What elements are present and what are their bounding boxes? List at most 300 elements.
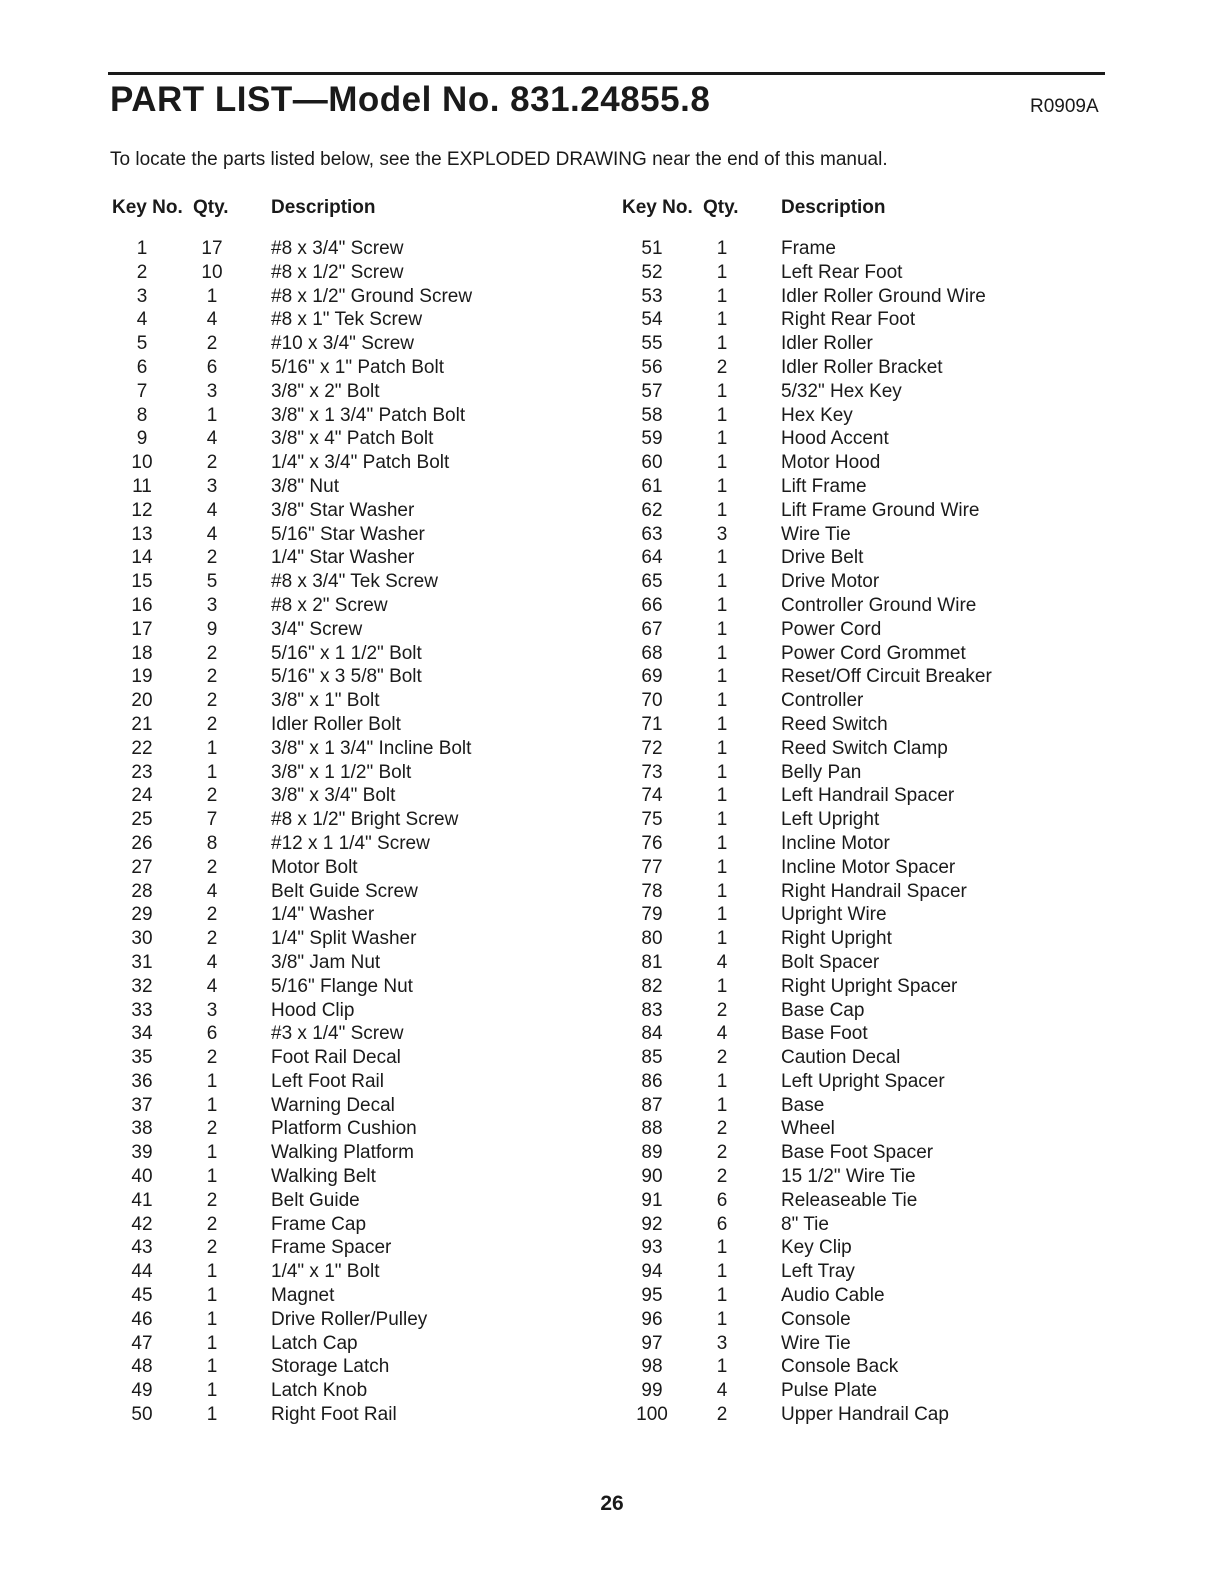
part-key-no: 57 (641, 380, 663, 402)
part-description: Right Handrail Spacer (781, 880, 967, 902)
part-row (110, 308, 580, 332)
part-row (620, 1165, 1090, 1189)
part-row (620, 570, 1090, 594)
part-row (110, 356, 580, 380)
part-key-no: 62 (641, 499, 663, 521)
part-row (110, 689, 580, 713)
part-qty: 1 (716, 642, 728, 664)
part-qty: 2 (206, 666, 218, 688)
header-description: Description (781, 197, 886, 218)
part-qty: 2 (206, 1237, 218, 1259)
part-row (620, 903, 1090, 927)
part-qty: 1 (206, 1356, 218, 1378)
part-key-no: 53 (641, 285, 663, 307)
part-qty: 2 (206, 452, 218, 474)
part-description: Console (781, 1308, 851, 1330)
part-description: Wire Tie (781, 523, 851, 545)
header-key-no: Key No. (112, 197, 183, 218)
part-row (110, 1379, 580, 1403)
part-key-no: 69 (641, 666, 663, 688)
part-row (110, 546, 580, 570)
part-description: Upper Handrail Cap (781, 1404, 949, 1426)
part-qty: 6 (716, 1189, 728, 1211)
part-qty: 1 (716, 713, 728, 735)
part-row (110, 1213, 580, 1237)
part-description: Frame Cap (271, 1213, 367, 1235)
part-key-no: 37 (131, 1094, 153, 1116)
part-key-no: 6 (136, 356, 148, 378)
part-key-no: 35 (131, 1047, 153, 1069)
part-description: Wheel (781, 1118, 835, 1140)
part-description: #3 x 1/4" Screw (271, 1023, 404, 1045)
part-row (110, 332, 580, 356)
part-key-no: 27 (131, 856, 153, 878)
part-key-no: 25 (131, 809, 153, 831)
part-key-no: 50 (131, 1404, 153, 1426)
part-row (110, 237, 580, 261)
part-qty: 2 (206, 856, 218, 878)
part-qty: 1 (716, 261, 728, 283)
part-key-no: 48 (131, 1356, 153, 1378)
part-key-no: 56 (641, 356, 663, 378)
part-qty: 1 (206, 1166, 218, 1188)
part-row (620, 951, 1090, 975)
part-description: Drive Roller/Pulley (271, 1308, 428, 1330)
part-qty: 1 (716, 571, 728, 593)
part-qty: 1 (716, 690, 728, 712)
part-key-no: 9 (136, 428, 148, 450)
part-qty: 1 (206, 1142, 218, 1164)
part-key-no: 10 (131, 452, 153, 474)
part-row (620, 618, 1090, 642)
part-row (620, 380, 1090, 404)
part-description: #8 x 3/4" Screw (271, 238, 404, 259)
part-qty: 2 (206, 1047, 218, 1069)
part-row (620, 1355, 1090, 1379)
part-description: Base Foot (781, 1023, 868, 1045)
part-row (620, 1046, 1090, 1070)
part-description: Upright Wire (781, 904, 887, 926)
part-qty: 1 (716, 238, 728, 259)
part-key-no: 49 (131, 1380, 153, 1402)
part-row (620, 1260, 1090, 1284)
part-key-no: 8 (136, 404, 148, 426)
part-row (110, 570, 580, 594)
part-key-no: 32 (131, 975, 153, 997)
part-row (620, 427, 1090, 451)
part-description: 3/8" x 4" Patch Bolt (271, 428, 434, 450)
part-description: 3/8" x 2" Bolt (271, 380, 380, 402)
part-row (620, 523, 1090, 547)
part-key-no: 82 (641, 975, 663, 997)
part-row (110, 832, 580, 856)
part-row (110, 1260, 580, 1284)
part-description: Idler Roller Bolt (271, 713, 401, 735)
part-qty: 1 (206, 737, 218, 759)
part-description: Reset/Off Circuit Breaker (781, 666, 992, 688)
part-row (620, 546, 1090, 570)
part-key-no: 47 (131, 1332, 153, 1354)
part-key-no: 89 (641, 1142, 663, 1164)
part-description: #8 x 1/2" Screw (271, 261, 404, 283)
part-description: Left Upright Spacer (781, 1070, 945, 1092)
part-row (110, 1189, 580, 1213)
part-qty: 7 (206, 809, 218, 831)
part-row (620, 356, 1090, 380)
part-key-no: 91 (641, 1189, 663, 1211)
part-description: Incline Motor (781, 832, 890, 854)
column-header (620, 197, 1090, 237)
part-description: Right Upright (781, 928, 892, 950)
part-key-no: 71 (641, 713, 663, 735)
part-qty: 3 (206, 594, 218, 616)
part-row (110, 475, 580, 499)
part-row (110, 1070, 580, 1094)
part-description: Power Cord (781, 618, 882, 640)
part-qty: 2 (206, 904, 218, 926)
part-qty: 1 (206, 1285, 218, 1307)
part-row (110, 451, 580, 475)
part-key-no: 100 (636, 1404, 668, 1426)
part-qty: 1 (716, 832, 728, 854)
part-key-no: 94 (641, 1261, 663, 1283)
part-row (110, 618, 580, 642)
part-qty: 1 (716, 1308, 728, 1330)
part-qty: 4 (716, 951, 728, 973)
part-row (620, 689, 1090, 713)
part-qty: 1 (716, 618, 728, 640)
part-qty: 10 (201, 261, 223, 283)
part-description: Right Foot Rail (271, 1404, 397, 1426)
part-qty: 1 (716, 1094, 728, 1116)
part-qty: 6 (206, 1023, 218, 1045)
part-key-no: 67 (641, 618, 663, 640)
part-qty: 1 (716, 1261, 728, 1283)
part-qty: 2 (716, 999, 728, 1021)
part-qty: 2 (206, 333, 218, 355)
part-qty: 1 (206, 1094, 218, 1116)
part-qty: 1 (716, 856, 728, 878)
part-description: Left Handrail Spacer (781, 785, 955, 807)
part-description: 3/8" x 1 3/4" Incline Bolt (271, 737, 472, 759)
part-qty: 1 (206, 285, 218, 307)
part-description: Walking Belt (271, 1166, 376, 1188)
part-description: Right Upright Spacer (781, 975, 958, 997)
part-row (620, 332, 1090, 356)
part-row (620, 856, 1090, 880)
part-row (110, 594, 580, 618)
part-description: Latch Knob (271, 1380, 368, 1402)
part-row (620, 1403, 1090, 1427)
part-qty: 4 (206, 309, 218, 331)
part-qty: 1 (716, 309, 728, 331)
part-description: 3/8" Nut (271, 475, 340, 497)
part-description: 5/16" x 3 5/8" Bolt (271, 666, 422, 688)
part-qty: 6 (206, 356, 218, 378)
part-description: 1/4" x 3/4" Patch Bolt (271, 452, 450, 474)
part-description: Storage Latch (271, 1356, 390, 1378)
part-row (620, 237, 1090, 261)
header-description: Description (271, 197, 376, 218)
part-qty: 3 (206, 475, 218, 497)
part-key-no: 61 (641, 475, 663, 497)
part-row (110, 1165, 580, 1189)
part-key-no: 63 (641, 523, 663, 545)
part-row (620, 1117, 1090, 1141)
part-description: Idler Roller (781, 333, 873, 355)
part-row (620, 880, 1090, 904)
part-qty: 1 (206, 1332, 218, 1354)
part-qty: 9 (206, 618, 218, 640)
part-description: 3/8" Jam Nut (271, 951, 381, 973)
part-qty: 1 (716, 1070, 728, 1092)
part-row (110, 784, 580, 808)
part-row (110, 713, 580, 737)
part-row (620, 499, 1090, 523)
part-qty: 4 (206, 975, 218, 997)
part-description: Key Clip (781, 1237, 852, 1259)
part-key-no: 41 (131, 1189, 153, 1211)
part-key-no: 88 (641, 1118, 663, 1140)
part-row (620, 808, 1090, 832)
parts-column-right (620, 197, 1090, 1427)
part-description: 3/4" Screw (271, 618, 363, 640)
part-row (620, 451, 1090, 475)
part-row (620, 308, 1090, 332)
part-qty: 1 (716, 428, 728, 450)
part-key-no: 18 (131, 642, 153, 664)
part-key-no: 51 (641, 238, 663, 259)
part-qty: 1 (716, 499, 728, 521)
part-qty: 2 (206, 928, 218, 950)
part-qty: 1 (206, 1308, 218, 1330)
part-qty: 2 (716, 1142, 728, 1164)
part-description: 3/8" x 1 1/2" Bolt (271, 761, 412, 783)
column-header (110, 197, 580, 237)
part-key-no: 15 (131, 571, 153, 593)
part-qty: 1 (206, 1404, 218, 1426)
part-qty: 1 (716, 785, 728, 807)
part-description: Base Cap (781, 999, 865, 1021)
part-key-no: 12 (131, 499, 153, 521)
part-description: #10 x 3/4" Screw (271, 333, 414, 355)
part-row (620, 1332, 1090, 1356)
part-row (110, 808, 580, 832)
part-row (620, 975, 1090, 999)
part-qty: 2 (716, 356, 728, 378)
part-row (110, 1141, 580, 1165)
part-row (110, 1117, 580, 1141)
part-row (620, 784, 1090, 808)
part-row (110, 903, 580, 927)
part-row (620, 1141, 1090, 1165)
part-key-no: 79 (641, 904, 663, 926)
part-description: Left Upright (781, 809, 880, 831)
part-row (620, 1284, 1090, 1308)
part-description: Console Back (781, 1356, 899, 1378)
part-row (110, 856, 580, 880)
part-row (620, 642, 1090, 666)
page-number: 26 (600, 1492, 624, 1515)
part-row (110, 1022, 580, 1046)
part-qty: 4 (206, 880, 218, 902)
part-description: 5/16" x 1" Patch Bolt (271, 356, 444, 378)
part-qty: 1 (716, 475, 728, 497)
part-qty: 1 (716, 452, 728, 474)
part-row (110, 1332, 580, 1356)
part-qty: 2 (716, 1047, 728, 1069)
part-qty: 2 (206, 785, 218, 807)
part-description: Reed Switch Clamp (781, 737, 948, 759)
header-qty: Qty. (193, 197, 229, 218)
part-row (620, 665, 1090, 689)
part-key-no: 45 (131, 1285, 153, 1307)
part-qty: 1 (716, 333, 728, 355)
part-key-no: 54 (641, 309, 663, 331)
part-key-no: 7 (136, 380, 148, 402)
part-key-no: 55 (641, 333, 663, 355)
part-row (620, 1308, 1090, 1332)
part-row (620, 1189, 1090, 1213)
part-key-no: 33 (131, 999, 153, 1021)
part-key-no: 76 (641, 832, 663, 854)
part-key-no: 98 (641, 1356, 663, 1378)
part-key-no: 65 (641, 571, 663, 593)
part-row (620, 285, 1090, 309)
part-description: Belt Guide Screw (271, 880, 418, 902)
part-description: 3/8" x 1 3/4" Patch Bolt (271, 404, 466, 426)
part-description: 3/8" x 1" Bolt (271, 690, 380, 712)
part-row (620, 1236, 1090, 1260)
part-qty: 2 (206, 690, 218, 712)
part-description: Base (781, 1094, 825, 1116)
part-description: 5/32" Hex Key (781, 380, 902, 402)
part-key-no: 31 (131, 951, 153, 973)
header-qty: Qty. (703, 197, 739, 218)
part-row (110, 761, 580, 785)
part-row (110, 380, 580, 404)
part-key-no: 17 (131, 618, 153, 640)
part-description: #8 x 2" Screw (271, 594, 388, 616)
part-qty: 2 (206, 713, 218, 735)
part-key-no: 92 (641, 1213, 663, 1235)
part-qty: 1 (716, 904, 728, 926)
part-qty: 1 (716, 666, 728, 688)
part-description: Hood Clip (271, 999, 355, 1021)
part-row (620, 261, 1090, 285)
part-description: Platform Cushion (271, 1118, 417, 1140)
part-description: Power Cord Grommet (781, 642, 966, 664)
part-description: #8 x 1" Tek Screw (271, 309, 423, 331)
part-description: 3/8" Star Washer (271, 499, 415, 521)
part-row (620, 737, 1090, 761)
page-title: PART LIST—Model No. 831.24855.8 (110, 80, 711, 119)
part-key-no: 84 (641, 1023, 663, 1045)
part-key-no: 42 (131, 1213, 153, 1235)
part-description: 3/8" x 3/4" Bolt (271, 785, 396, 807)
part-qty: 1 (206, 404, 218, 426)
intro-text: To locate the parts listed below, see the EXPLODED DRAWING near the end of this manual. (110, 149, 888, 170)
part-key-no: 52 (641, 261, 663, 283)
part-row (110, 1046, 580, 1070)
part-description: Foot Rail Decal (271, 1047, 401, 1069)
part-description: 1/4" x 1" Bolt (271, 1261, 380, 1283)
parts-rows-right (620, 237, 1090, 1427)
part-qty: 1 (206, 1380, 218, 1402)
part-key-no: 90 (641, 1166, 663, 1188)
part-row (620, 1094, 1090, 1118)
parts-rows-left (110, 237, 580, 1427)
part-key-no: 28 (131, 880, 153, 902)
part-description: Warning Decal (271, 1094, 395, 1116)
part-qty: 1 (716, 809, 728, 831)
part-row (110, 1355, 580, 1379)
part-row (110, 1308, 580, 1332)
part-qty: 3 (206, 999, 218, 1021)
part-row (110, 1284, 580, 1308)
part-qty: 1 (716, 1285, 728, 1307)
part-row (110, 975, 580, 999)
part-qty: 1 (716, 380, 728, 402)
part-key-no: 96 (641, 1308, 663, 1330)
part-key-no: 2 (136, 261, 148, 283)
part-description: 5/16" Star Washer (271, 523, 425, 545)
part-key-no: 93 (641, 1237, 663, 1259)
part-row (110, 951, 580, 975)
header-key-no: Key No. (622, 197, 693, 218)
part-qty: 4 (206, 428, 218, 450)
part-description: Pulse Plate (781, 1380, 878, 1402)
part-description: Audio Cable (781, 1285, 885, 1307)
part-description: Left Rear Foot (781, 261, 903, 283)
part-key-no: 30 (131, 928, 153, 950)
part-qty: 1 (716, 1237, 728, 1259)
part-row (110, 404, 580, 428)
part-description: 8" Tie (781, 1213, 829, 1235)
part-description: Drive Motor (781, 571, 880, 593)
part-row (620, 475, 1090, 499)
part-qty: 3 (206, 380, 218, 402)
part-row (620, 713, 1090, 737)
part-qty: 2 (206, 1189, 218, 1211)
part-description: Drive Belt (781, 547, 864, 569)
part-description: 5/16" x 1 1/2" Bolt (271, 642, 422, 664)
part-qty: 2 (206, 1118, 218, 1140)
part-row (620, 832, 1090, 856)
part-row (620, 404, 1090, 428)
part-key-no: 74 (641, 785, 663, 807)
part-row (620, 1213, 1090, 1237)
part-key-no: 64 (641, 547, 663, 569)
part-description: Controller Ground Wire (781, 594, 977, 616)
part-row (110, 427, 580, 451)
part-row (110, 1094, 580, 1118)
part-description: Right Rear Foot (781, 309, 916, 331)
part-row (110, 499, 580, 523)
part-row (110, 737, 580, 761)
part-qty: 1 (716, 594, 728, 616)
part-qty: 1 (206, 1070, 218, 1092)
part-key-no: 66 (641, 594, 663, 616)
part-qty: 1 (716, 880, 728, 902)
part-key-no: 29 (131, 904, 153, 926)
part-description: Idler Roller Bracket (781, 356, 943, 378)
part-key-no: 58 (641, 404, 663, 426)
part-key-no: 5 (136, 333, 148, 355)
part-description: Releaseable Tie (781, 1189, 918, 1211)
part-description: Left Tray (781, 1261, 855, 1283)
part-qty: 2 (206, 642, 218, 664)
